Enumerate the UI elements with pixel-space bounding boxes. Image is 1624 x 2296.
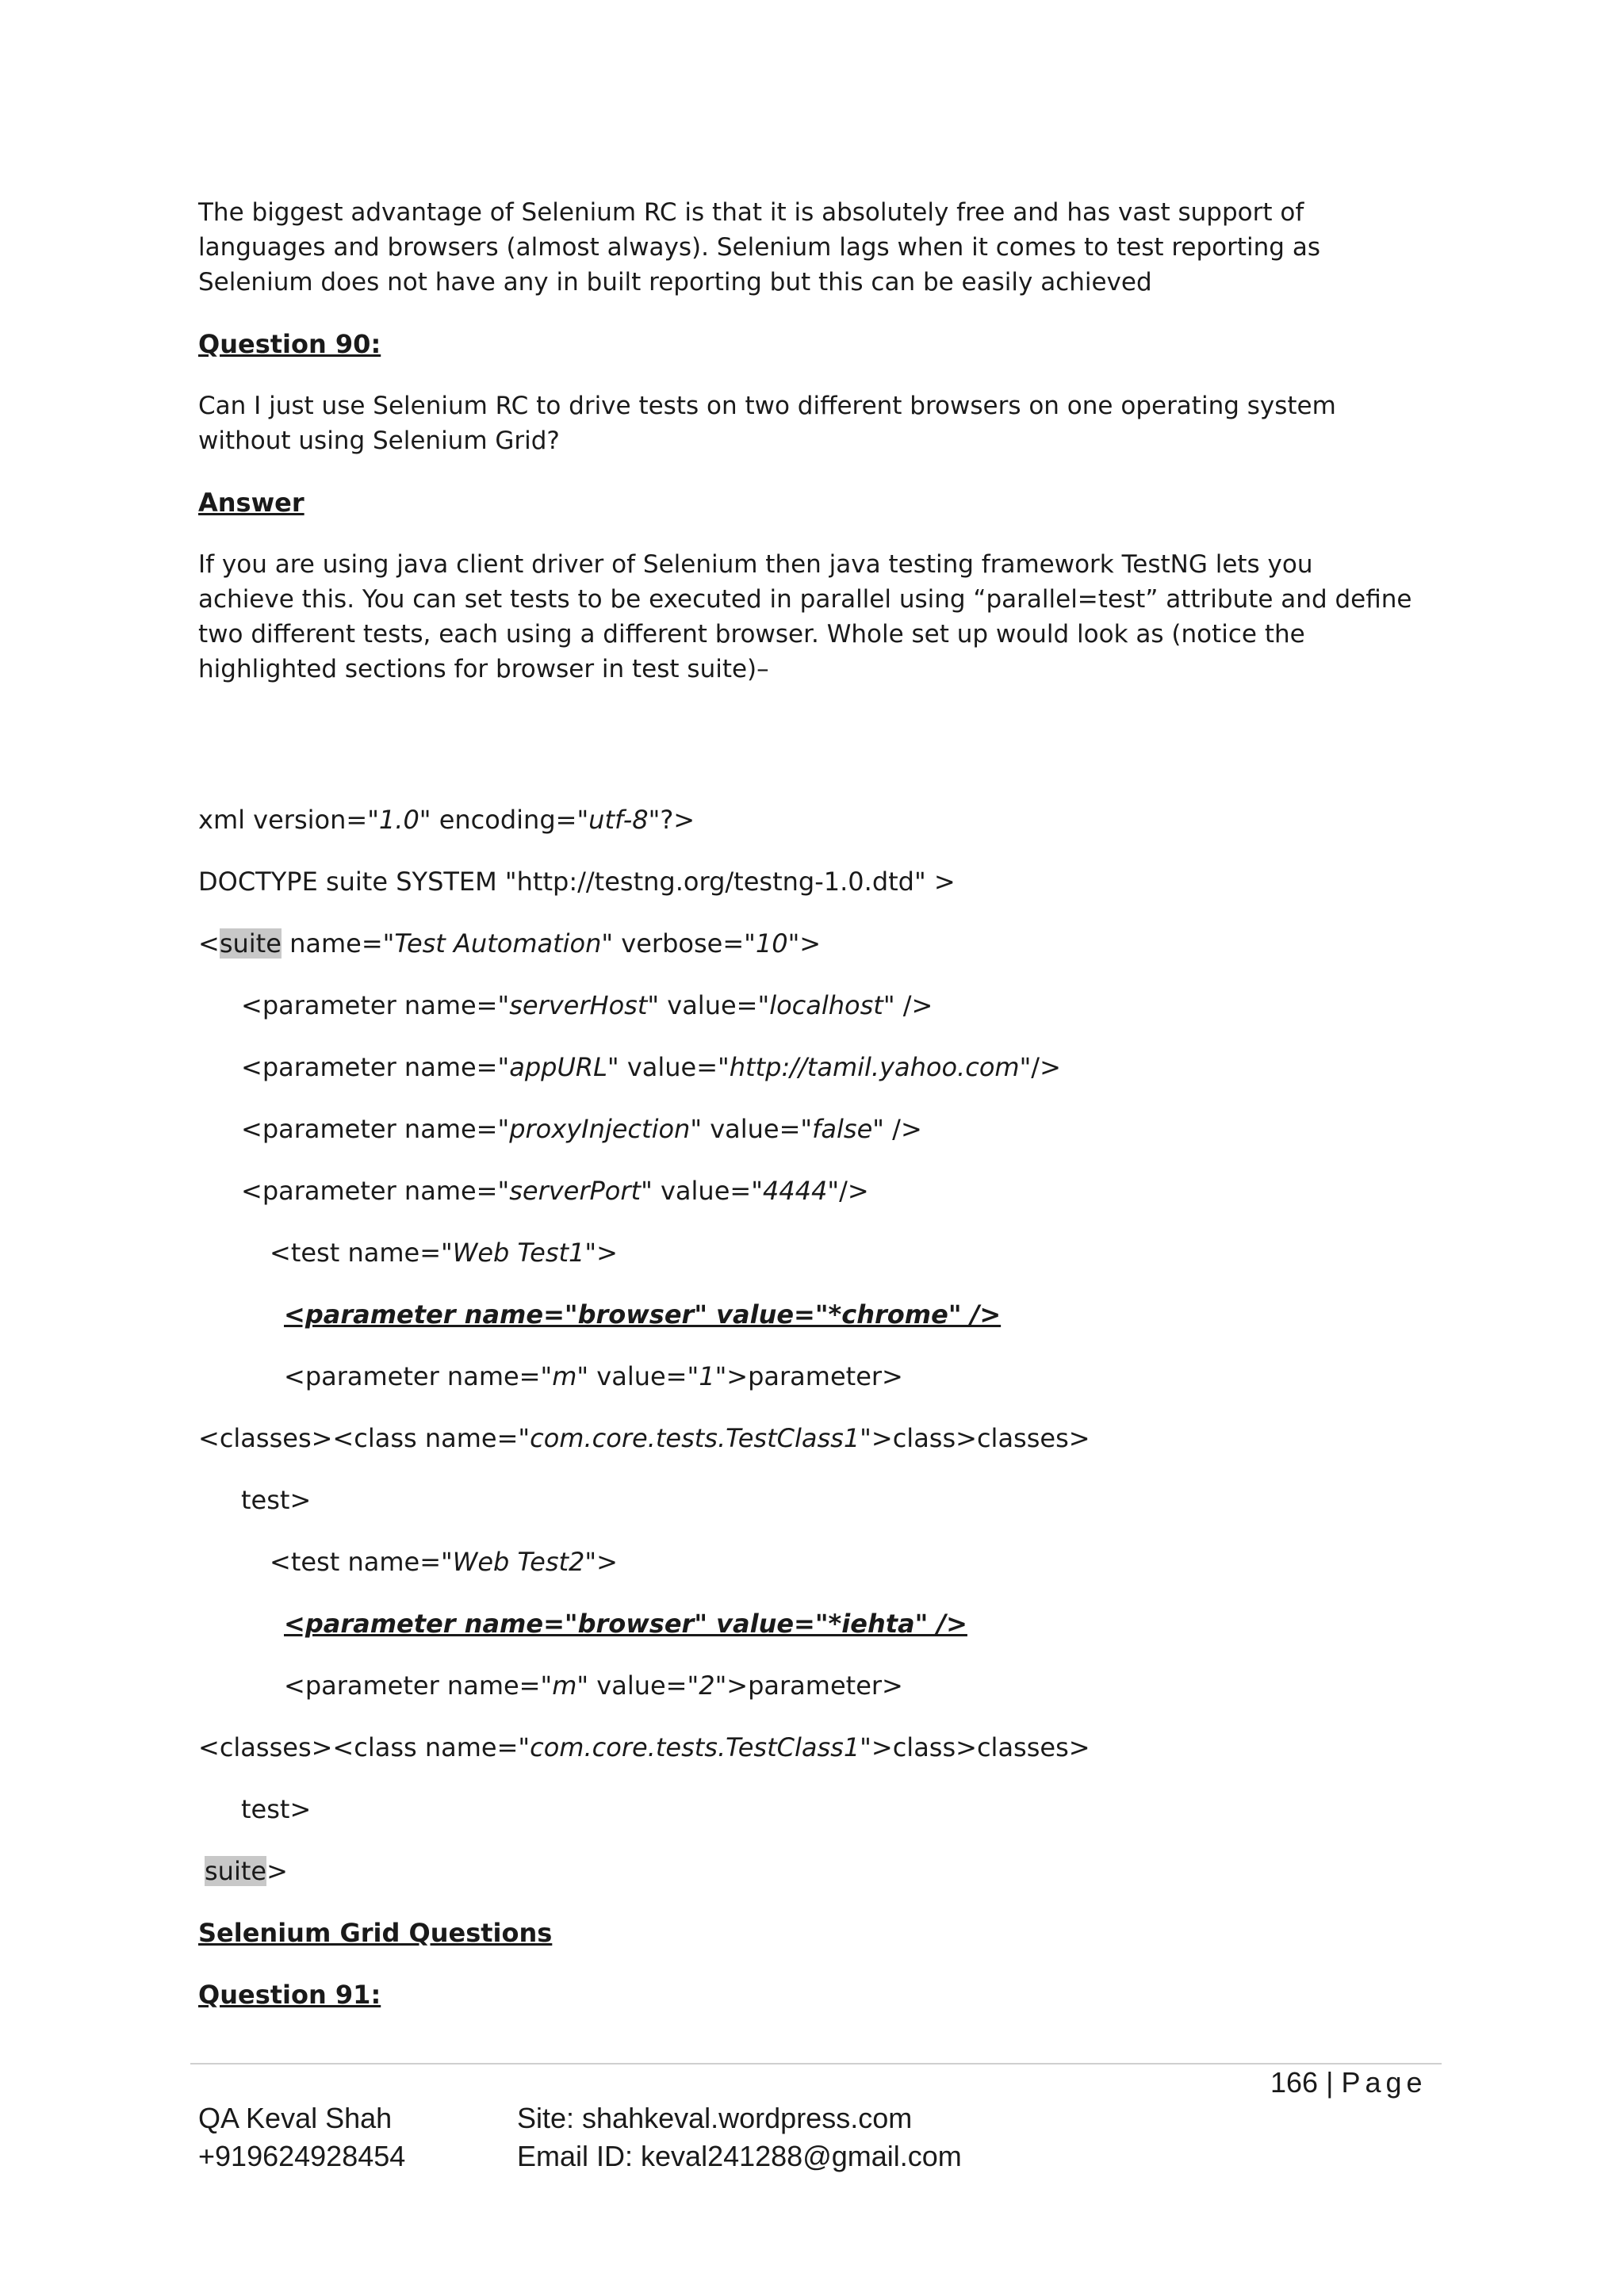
code-token: /> [839, 1176, 869, 1206]
intro-paragraph [198, 195, 1435, 300]
code-token: /> [894, 990, 933, 1020]
question-91-heading: Question 91: [198, 1980, 381, 2010]
footer-author: QA Keval Shah [198, 2102, 393, 2134]
code-parameter [198, 1173, 1435, 1208]
footer-author-block [198, 2099, 405, 2175]
code-value: "serverPort" [497, 1176, 653, 1206]
code-parameter [198, 988, 1435, 1023]
code-classes [198, 1421, 1435, 1456]
answer-heading: Answer [198, 488, 304, 518]
code-token: >class>classes> [871, 1423, 1090, 1453]
code-token: encoding= [431, 805, 577, 835]
footer-email: Email ID: keval241288@gmail.com [517, 2140, 962, 2172]
question-90-text [198, 388, 1435, 458]
code-token: value= [588, 1670, 688, 1701]
page-content [198, 195, 1435, 2039]
code-value: "com.core.tests.TestClass1" [518, 1423, 871, 1453]
selenium-grid-heading: Selenium Grid Questions [198, 1918, 553, 1948]
spacer [198, 714, 1435, 802]
text-line: Selenium does not have any in built reporting but this can be easily achieved [198, 268, 1152, 297]
code-token: verbose= [613, 928, 745, 959]
code-value: "localhost" [757, 990, 895, 1020]
page-separator: | [1318, 2066, 1342, 2099]
code-test-close: test> [241, 1485, 312, 1515]
code-token: value= [702, 1114, 801, 1144]
code-token: <test name= [270, 1547, 441, 1577]
code-token: <classes><class name= [198, 1423, 519, 1453]
code-browser-parameter-highlight: <parameter name="browser" value="*chrome" /> [284, 1299, 1002, 1330]
code-doctype: DOCTYPE suite SYSTEM "http://testng.org/testng-1.0.dtd" > [198, 867, 956, 897]
code-value: "Test Automation" [382, 928, 614, 959]
code-token: <parameter name= [284, 1361, 541, 1391]
page-number-value: 166 [1270, 2066, 1319, 2099]
text-line: languages and browsers (almost always). Selenium lags when it comes to test reporting as [198, 233, 1320, 262]
code-token: >parameter> [726, 1670, 903, 1701]
code-token: value= [659, 990, 758, 1020]
code-suite-close [198, 1854, 1435, 1888]
code-value: "com.core.tests.TestClass1" [518, 1732, 871, 1762]
code-token: <classes><class name= [198, 1732, 519, 1762]
code-token: < [198, 928, 220, 959]
code-token: /> [883, 1114, 922, 1144]
code-token: /> [1031, 1052, 1061, 1082]
page-number [1270, 2064, 1427, 2101]
code-parameter [198, 1359, 1435, 1394]
code-test-open [198, 1235, 1435, 1270]
code-value: "Web Test2" [441, 1547, 597, 1577]
code-parameter [198, 1050, 1435, 1085]
code-token: value= [652, 1176, 752, 1206]
code-token: name= [281, 928, 383, 959]
code-token: <test name= [270, 1238, 441, 1268]
code-token: xml version= [198, 805, 368, 835]
code-token: > [596, 1238, 618, 1268]
footer-phone: +919624928454 [198, 2140, 406, 2172]
code-token: value= [619, 1052, 718, 1082]
code-value: "10" [744, 928, 800, 959]
text-line: two different tests, each using a different browser. Whole set up would look as (notice the [198, 620, 1305, 649]
code-value: "proxyInjection" [497, 1114, 703, 1144]
code-token: <parameter name= [241, 1114, 498, 1144]
code-parameter [198, 1668, 1435, 1703]
code-test-close: test> [241, 1794, 312, 1824]
code-xml-declaration [198, 802, 1435, 837]
code-value: "1" [687, 1361, 727, 1391]
code-value: "2" [687, 1670, 727, 1701]
text-line: If you are using java client driver of Selenium then java testing framework TestNG lets you [198, 550, 1313, 579]
code-token: >parameter> [726, 1361, 903, 1391]
code-token: ?> [660, 805, 695, 835]
code-value: "1.0" [367, 805, 431, 835]
question-90-heading: Question 90: [198, 329, 381, 359]
code-value: "Web Test1" [441, 1238, 597, 1268]
code-token: value= [588, 1361, 688, 1391]
code-value: "m" [540, 1361, 589, 1391]
code-token: <parameter name= [241, 1052, 498, 1082]
code-value: "false" [800, 1114, 884, 1144]
code-value: "http://tamil.yahoo.com" [718, 1052, 1032, 1082]
text-line: without using Selenium Grid? [198, 427, 560, 455]
code-value: "m" [540, 1670, 589, 1701]
page-label: Page [1341, 2066, 1427, 2099]
code-value: "appURL" [497, 1052, 619, 1082]
code-token: > [266, 1856, 288, 1886]
highlighted-suite: suite [219, 928, 282, 959]
answer-text [198, 547, 1435, 687]
highlighted-suite: suite [205, 1856, 267, 1886]
code-token: <parameter name= [241, 1176, 498, 1206]
footer-divider [190, 2063, 1442, 2064]
code-token: <parameter name= [284, 1670, 541, 1701]
code-browser-parameter-highlight: <parameter name="browser" value="*iehta" /> [284, 1609, 967, 1639]
code-classes [198, 1730, 1435, 1765]
text-line: achieve this. You can set tests to be executed in parallel using “parallel=test” attribute and define [198, 585, 1412, 614]
code-test-open [198, 1544, 1435, 1579]
code-suite-open [198, 926, 1435, 961]
code-value: "4444" [751, 1176, 840, 1206]
code-parameter [198, 1112, 1435, 1146]
footer-site: Site: shahkeval.wordpress.com [517, 2102, 913, 2134]
code-token: >class>classes> [871, 1732, 1090, 1762]
code-token: <parameter name= [241, 990, 498, 1020]
code-value: "utf-8" [576, 805, 661, 835]
text-line: highlighted sections for browser in test suite)– [198, 655, 769, 683]
footer-contact-block [517, 2099, 962, 2175]
code-value: "serverHost" [497, 990, 660, 1020]
code-token: > [799, 928, 822, 959]
code-token: > [596, 1547, 618, 1577]
text-line: Can I just use Selenium RC to drive tests on two different browsers on one operating system [198, 392, 1336, 420]
text-line: The biggest advantage of Selenium RC is that it is absolutely free and has vast support of [198, 198, 1304, 227]
